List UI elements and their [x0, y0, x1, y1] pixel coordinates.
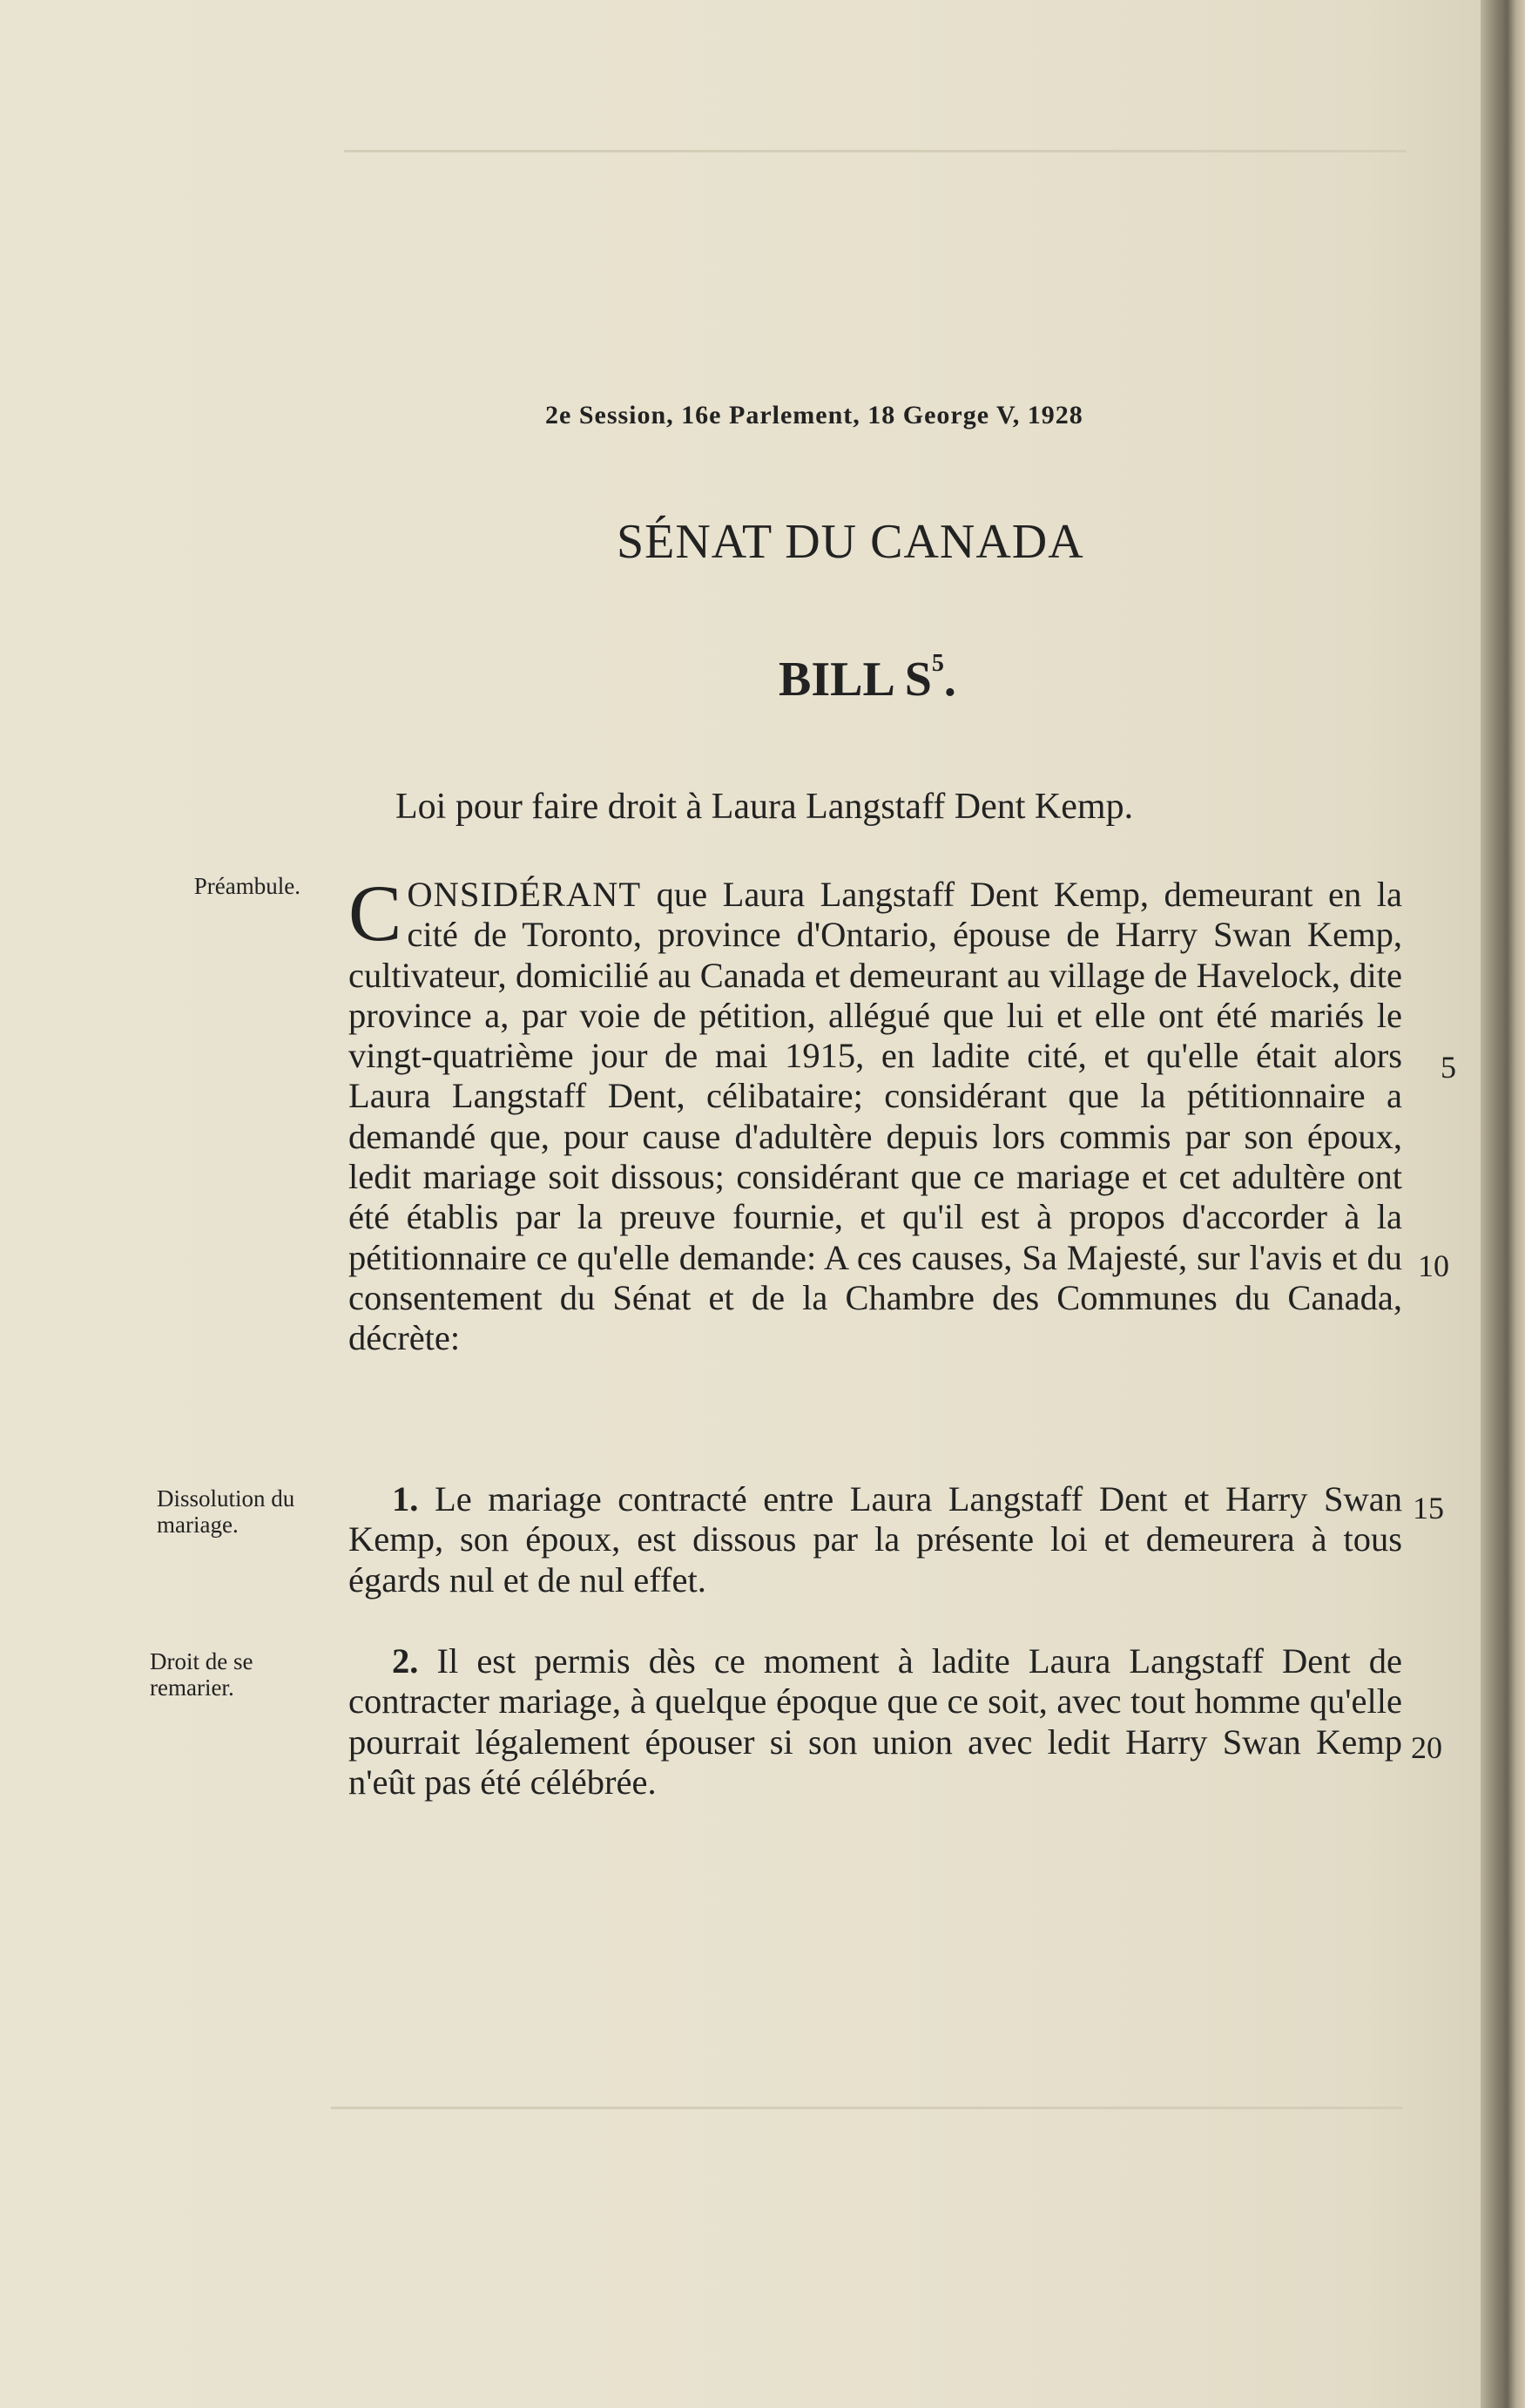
show-through-rule: [331, 2107, 1402, 2109]
section-text: Il est permis dès ce moment à ladite Laura Langstaff Dent de contracter mariage, à quelque époque que ce soit, avec tout homme qu'elle pourrait légalement épouser si son union avec ledit Harry Swan Kemp n'eût pas été célébrée.: [348, 1641, 1402, 1802]
section-number: 2.: [392, 1641, 419, 1681]
section-1: [348, 1479, 1402, 1600]
line-number-15: 15: [1413, 1491, 1444, 1525]
margin-note-preamble: Préambule.: [193, 873, 300, 899]
margin-note-remarry: Droit de se remarier.: [150, 1648, 253, 1701]
show-through-rule: [344, 150, 1407, 152]
margin-note-dissolution: Dissolution du mariage.: [157, 1485, 295, 1538]
preamble-lead: ONSIDÉRANT: [407, 875, 642, 914]
drop-cap: C: [348, 869, 402, 957]
section-number: 1.: [392, 1479, 419, 1519]
session-line: 2e Session, 16e Parlement, 18 George V, 1928: [545, 401, 1083, 430]
section-text: Le mariage contracté entre Laura Langstaff Dent et Harry Swan Kemp, son époux, est dissous par la présente loi et demeurera à tous égards nul et de nul effet.: [348, 1479, 1402, 1600]
preamble-paragraph: [348, 869, 1402, 1359]
section-2: [348, 1641, 1402, 1803]
line-number-20: 20: [1411, 1730, 1442, 1765]
bill-superscript: 5: [931, 650, 944, 677]
senate-heading: SÉNAT DU CANADA: [617, 515, 1084, 569]
bill-number: [779, 652, 956, 707]
line-number-5: 5: [1441, 1050, 1456, 1085]
book-binding-edge: [1481, 0, 1525, 2408]
bill-period: .: [943, 653, 956, 707]
bill-title: Loi pour faire droit à Laura Langstaff Dent Kemp.: [395, 787, 1134, 827]
preamble-text: que Laura Langstaff Dent Kemp, demeurant en la cité de Toronto, province d'Ontario, épouse de Harry Swan Kemp, cultivateur, domicilié au Canada et demeurant au village de Havelock, dite province a, par voie de pétition, allégué que lui et elle ont été mariés le vingt-quatrième jour de mai 1915, en ladite cité, et qu'elle était alors Laura Langstaff Dent, célibataire; considérant que la pétitionnaire a demandé que, pour cause d'adultère depuis lors commis par son époux, ledit mariage soit dissous; considérant que ce mariage et cet adultère ont été établis par la preuve fournie, et qu'il est à propos d'accorder à la pétitionnaire ce qu'elle demande: A ces causes, Sa Majesté, sur l'avis et du consentement du Sénat et de la Chambre des Communes du Canada, décrète:: [348, 875, 1402, 1358]
line-number-10: 10: [1418, 1248, 1449, 1283]
bill-label: BILL S: [779, 653, 932, 707]
